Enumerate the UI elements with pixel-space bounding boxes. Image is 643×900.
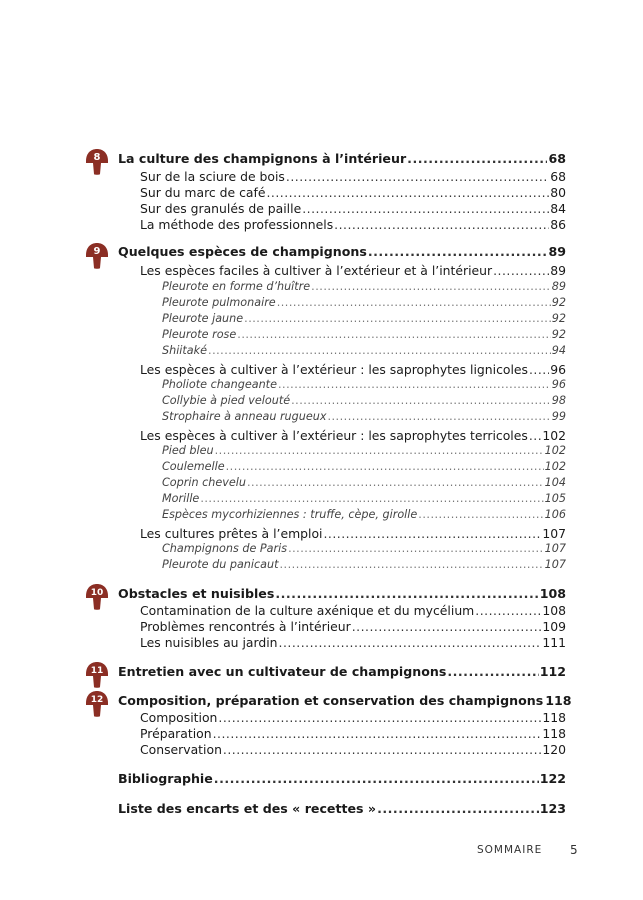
chapter-badge-mushroom-icon [84, 148, 110, 176]
toc-leader-dots [214, 771, 539, 786]
toc-leader-dots [327, 410, 550, 423]
toc-leader-dots [208, 344, 551, 357]
toc-leader-dots [279, 635, 542, 650]
toc-entry-page: 107 [544, 558, 566, 571]
toc-entry-title: Pleurote du panicaut [162, 558, 279, 571]
toc-leader-dots [302, 201, 549, 216]
toc-leader-dots [266, 185, 549, 200]
toc-entry-page: 92 [551, 328, 566, 341]
toc-entry-title: Les nuisibles au jardin [140, 635, 278, 650]
toc-entry-title: Les espèces à cultiver à l’extérieur : les saprophytes terricoles [140, 428, 528, 443]
toc-leader-dots [334, 217, 549, 232]
chapter-badge-mushroom-icon [84, 690, 110, 718]
toc-entry [118, 771, 566, 786]
toc-entry-title: Conservation [140, 742, 222, 757]
toc-entry-title: Composition [140, 710, 218, 725]
toc-entry [140, 619, 566, 634]
toc-leader-dots [226, 460, 544, 473]
toc-entry-page: 89 [550, 263, 566, 278]
toc-entry-page: 118 [542, 726, 566, 741]
toc-entry [162, 410, 566, 423]
toc-entry-page: 92 [551, 296, 566, 309]
toc-leader-dots [493, 263, 549, 278]
toc-entry [118, 693, 572, 708]
toc-entry [162, 508, 566, 521]
chapter-number: 9 [93, 246, 101, 257]
toc-entry-page: 68 [550, 169, 566, 184]
toc-entry-title: Entretien avec un cultivateur de champignons [118, 664, 447, 679]
toc-entry [118, 586, 566, 601]
toc-entry-title: Contamination de la culture axénique et du mycélium [140, 603, 475, 618]
toc-entry [140, 201, 566, 216]
toc-entry [118, 244, 566, 259]
toc-entry-title: Les espèces faciles à cultiver à l’extérieur et à l’intérieur [140, 263, 493, 278]
toc-entry-page: 118 [545, 693, 572, 708]
footer-section-label: SOMMAIRE [477, 844, 543, 856]
chapter-badge-mushroom-icon [84, 242, 110, 270]
footer-page-number: 5 [570, 843, 578, 857]
toc-entry-title: Composition, préparation et conservation des champignons [118, 693, 544, 708]
toc-entry [162, 280, 566, 293]
toc-entry-page: 102 [544, 460, 566, 473]
toc-leader-dots [237, 328, 550, 341]
toc-entry-title: Pholiote changeante [162, 378, 277, 391]
toc-leader-dots [529, 428, 542, 443]
toc-leader-dots [368, 244, 548, 259]
toc-entry-title: Pleurote jaune [162, 312, 244, 325]
toc-leader-dots [529, 362, 549, 377]
toc-leader-dots [200, 492, 543, 505]
toc-entry-title: Bibliographie [118, 771, 213, 786]
toc-entry-page: 94 [551, 344, 566, 357]
toc-entry [162, 558, 566, 571]
toc-leader-dots [323, 526, 541, 541]
toc-entry-title: Collybie à pied velouté [162, 394, 291, 407]
toc-entry [162, 542, 566, 555]
toc-leader-dots [288, 542, 544, 555]
chapter-badge-mushroom-icon [84, 661, 110, 689]
toc-entry-page: 98 [551, 394, 566, 407]
toc-entry-title: Les cultures prêtes à l’emploi [140, 526, 323, 541]
toc-leader-dots [311, 280, 551, 293]
chapter-number: 8 [93, 152, 101, 163]
toc-entry-title: Shiitaké [162, 344, 208, 357]
chapter-badge-mushroom-icon [84, 583, 110, 611]
toc-leader-dots [275, 586, 538, 601]
toc-entry-page: 96 [551, 378, 566, 391]
toc-leader-dots [352, 619, 542, 634]
toc-entry-title: Morille [162, 492, 200, 505]
toc-entry [162, 378, 566, 391]
toc-leader-dots [447, 664, 538, 679]
toc-entry-title: Pleurote en forme d’huître [162, 280, 311, 293]
toc-leader-dots [291, 394, 551, 407]
toc-entry-page: 109 [542, 619, 566, 634]
toc-leader-dots [247, 476, 544, 489]
toc-entry-page: 108 [542, 603, 566, 618]
toc-entry-page: 111 [542, 635, 566, 650]
toc-entry [162, 460, 566, 473]
toc-entry-title: Sur de la sciure de bois [140, 169, 285, 184]
toc-entry [118, 664, 566, 679]
toc-entry-page: 102 [542, 428, 566, 443]
toc-entry-page: 92 [551, 312, 566, 325]
toc-entry-page: 108 [539, 586, 566, 601]
toc-entry-title: Sur du marc de café [140, 185, 266, 200]
toc-entry-title: La méthode des professionnels [140, 217, 334, 232]
toc-entry [140, 710, 566, 725]
toc-entry [162, 476, 566, 489]
toc-entry-title: Champignons de Paris [162, 542, 288, 555]
toc-entry [162, 328, 566, 341]
toc-entry-title: Sur des granulés de paille [140, 201, 302, 216]
toc-entry-title: Problèmes rencontrés à l’intérieur [140, 619, 351, 634]
toc-entry [118, 151, 566, 166]
toc-leader-dots [223, 742, 541, 757]
toc-entry [140, 635, 566, 650]
toc-entry-title: La culture des champignons à l’intérieur [118, 151, 407, 166]
toc-entry [162, 296, 566, 309]
toc-entry-page: 118 [542, 710, 566, 725]
toc-entry [162, 444, 566, 457]
toc-entry-title: Coulemelle [162, 460, 225, 473]
toc-entry-page: 106 [544, 508, 566, 521]
chapter-number: 12 [90, 695, 104, 705]
toc-entry-page: 107 [542, 526, 566, 541]
toc-entry-title: Obstacles et nuisibles [118, 586, 275, 601]
toc-entry-page: 105 [544, 492, 566, 505]
toc-entry [140, 362, 566, 377]
toc-entry-title: Liste des encarts et des « recettes » [118, 801, 377, 816]
toc-entry-page: 120 [542, 742, 566, 757]
toc-leader-dots [475, 603, 541, 618]
toc-entry-page: 80 [550, 185, 566, 200]
toc-entry [140, 263, 566, 278]
toc-entry-page: 102 [544, 444, 566, 457]
toc-entry [162, 344, 566, 357]
chapter-number: 10 [90, 588, 104, 598]
chapter-number: 11 [90, 666, 104, 676]
toc-entry-page: 86 [550, 217, 566, 232]
toc-leader-dots [215, 444, 544, 457]
toc-leader-dots [407, 151, 547, 166]
toc-entry-page: 96 [550, 362, 566, 377]
toc-entry-page: 112 [539, 664, 566, 679]
toc-entry [140, 169, 566, 184]
toc-entry [140, 726, 566, 741]
toc-entry [140, 428, 566, 443]
toc-leader-dots [377, 801, 539, 816]
toc-leader-dots [278, 378, 551, 391]
toc-entry [140, 603, 566, 618]
toc-entry-title: Espèces mycorhiziennes : truffe, cèpe, girolle [162, 508, 418, 521]
toc-entry [140, 217, 566, 232]
toc-entry [140, 742, 566, 757]
toc-leader-dots [213, 726, 542, 741]
toc-entry-title: Les espèces à cultiver à l’extérieur : les saprophytes lignicoles [140, 362, 528, 377]
toc-entry-page: 99 [551, 410, 566, 423]
toc-leader-dots [244, 312, 551, 325]
toc-entry-page: 68 [548, 151, 566, 166]
toc-entry [162, 312, 566, 325]
toc-entry-page: 123 [539, 801, 566, 816]
toc-entry-title: Coprin chevelu [162, 476, 246, 489]
toc-entry-title: Préparation [140, 726, 212, 741]
toc-entry-page: 104 [544, 476, 566, 489]
toc-entry-title: Pleurote pulmonaire [162, 296, 276, 309]
toc-leader-dots [418, 508, 543, 521]
toc-entry-title: Strophaire à anneau rugueux [162, 410, 327, 423]
toc-entry-page: 89 [548, 244, 566, 259]
toc-leader-dots [286, 169, 549, 184]
toc-leader-dots [280, 558, 544, 571]
toc-entry-page: 122 [539, 771, 566, 786]
toc-entry [140, 526, 566, 541]
toc-entry-page: 89 [551, 280, 566, 293]
toc-entry [140, 185, 566, 200]
toc-entry-title: Pied bleu [162, 444, 214, 457]
toc-entry-title: Pleurote rose [162, 328, 237, 341]
toc-entry [118, 801, 566, 816]
toc-leader-dots [218, 710, 541, 725]
toc-entry [162, 394, 566, 407]
toc-leader-dots [277, 296, 551, 309]
toc-entry-title: Quelques espèces de champignons [118, 244, 367, 259]
toc-entry-page: 84 [550, 201, 566, 216]
toc-entry [162, 492, 566, 505]
toc-entry-page: 107 [544, 542, 566, 555]
